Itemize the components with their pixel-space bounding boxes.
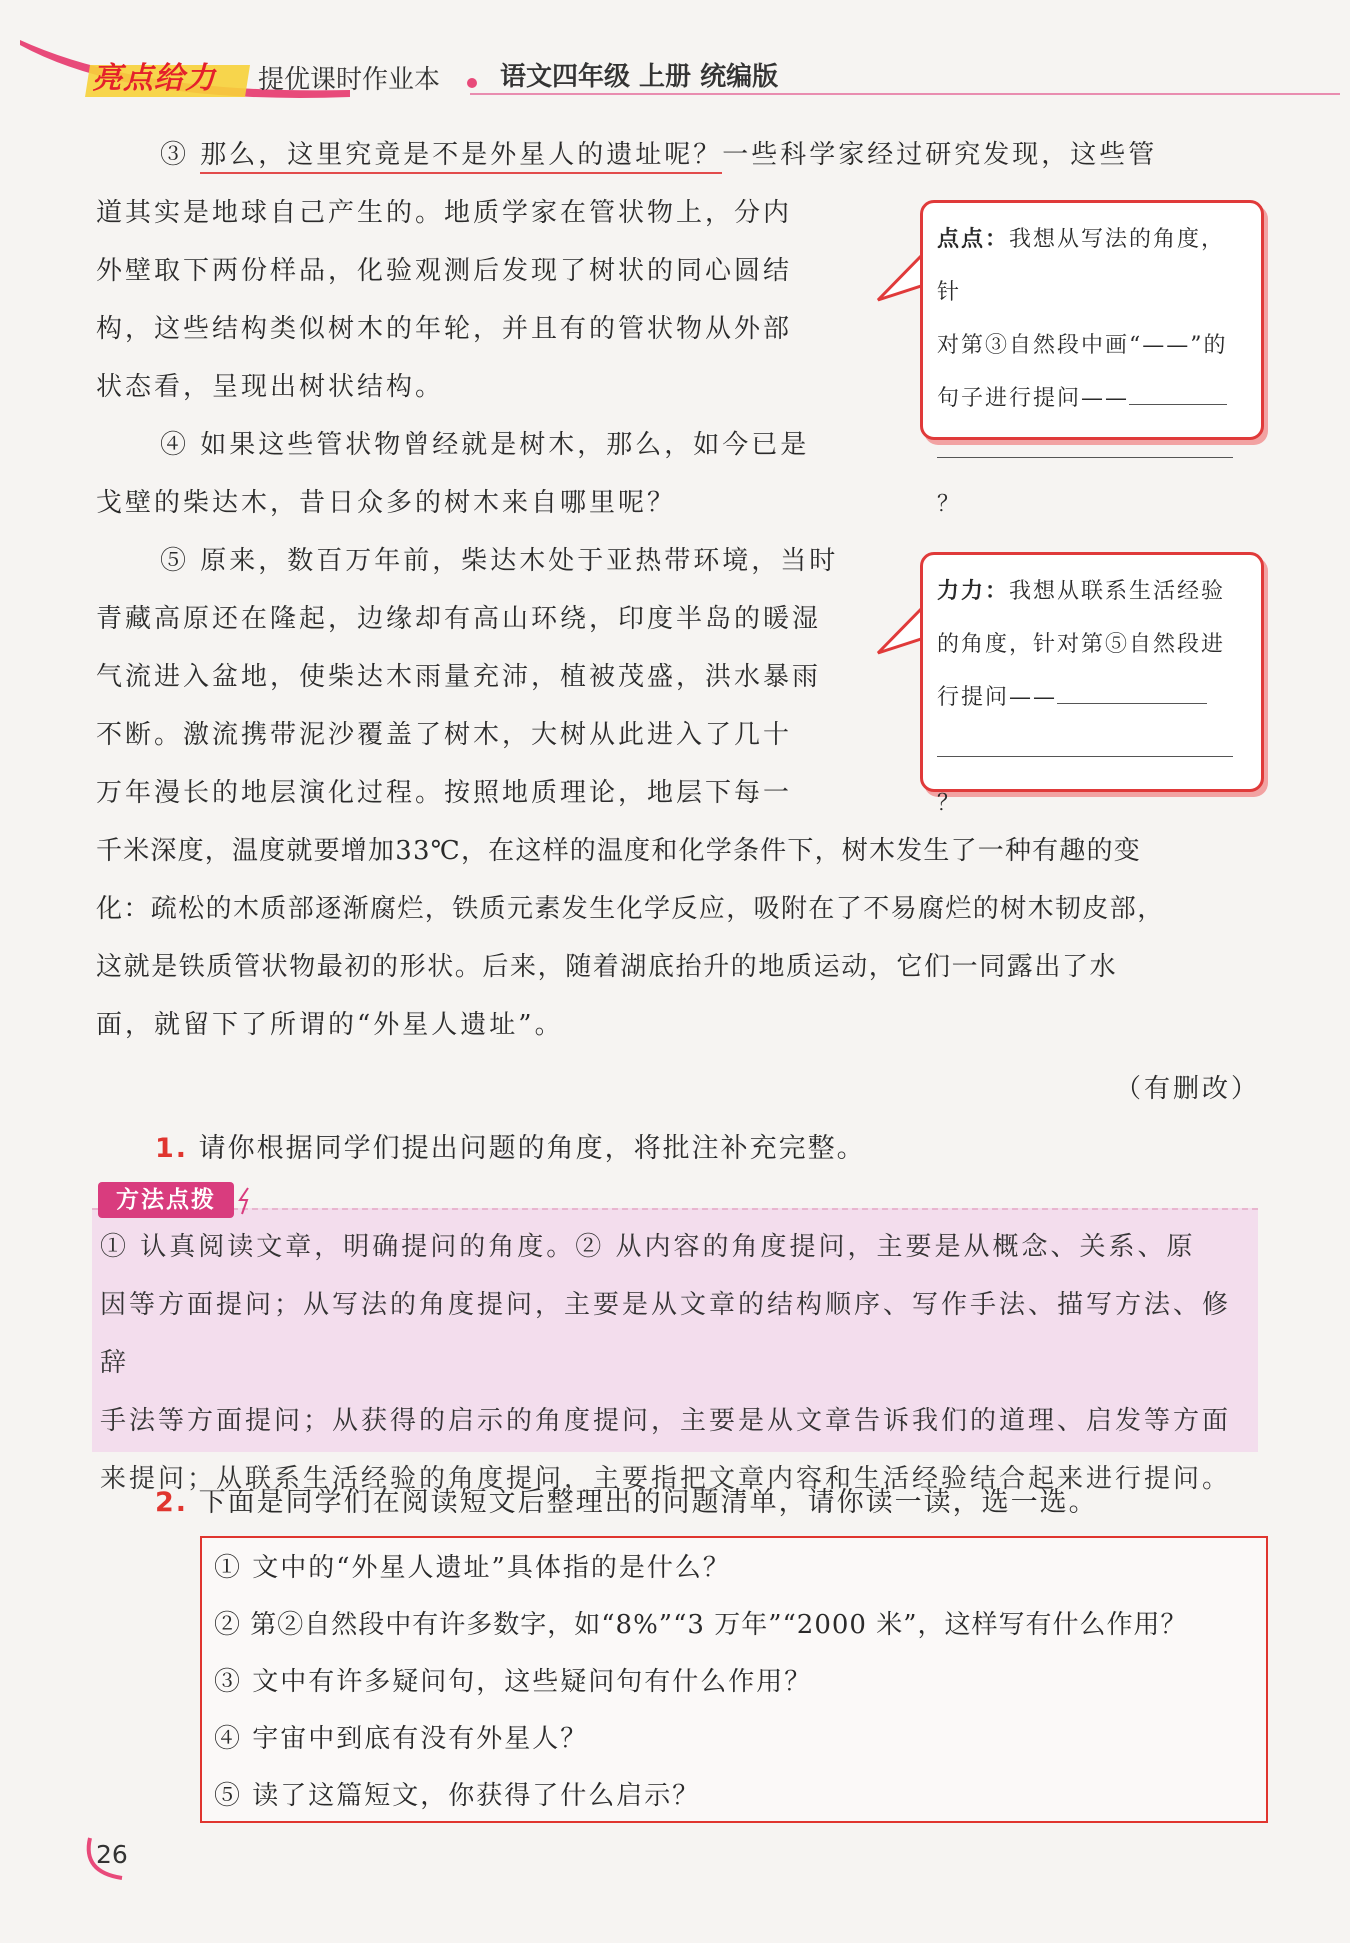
- list-item: ① 文中的“外星人遗址”具体指的是什么？: [214, 1553, 731, 1583]
- p5-line3: 气流进入盆地，使柴达木雨量充沛，植被茂盛，洪水暴雨: [96, 662, 822, 692]
- p5-line9: 面，就留下了所谓的“外星人遗址”。: [96, 1010, 564, 1040]
- p5-line4: 不断。激流携带泥沙覆盖了树木，大树从此进入了几十: [96, 720, 793, 750]
- p5-line8: 这就是铁质管状物最初的形状。后来，随着湖底抬升的地质运动，它们一同露出了水: [96, 952, 1118, 982]
- question-1: [155, 1126, 866, 1165]
- callout-li-name: 力力：: [937, 579, 1010, 604]
- page-number: 26: [96, 1840, 128, 1869]
- method-tip-label: 方法点拨: [98, 1182, 234, 1218]
- p3-rest: 一些科学家经过研究发现，这些管: [722, 140, 1158, 170]
- p5-line5: 万年漫长的地层演化过程。按照地质理论，地层下每一: [96, 778, 793, 808]
- p5-line1: ⑤ 原来，数百万年前，柴达木处于亚热带环境，当时: [160, 546, 839, 576]
- p3-line1: [160, 126, 1157, 184]
- callout-dian-answer-blank-1[interactable]: [1129, 404, 1227, 405]
- question-2-text: 下面是同学们在阅读短文后整理出的问题清单，请你读一读，选一选。: [198, 1487, 1098, 1518]
- p5-line2: 青藏高原还在隆起，边缘却有高山环绕，印度半岛的暖湿: [96, 604, 822, 634]
- series-title: 提优课时作业本: [258, 65, 441, 95]
- question-1-text: 请你根据同学们提出问题的角度，将批注补充完整。: [198, 1133, 866, 1164]
- p4-line2: 戈壁的柴达木，昔日众多的树木来自哪里呢？: [96, 488, 677, 518]
- callout-li-line2: 的角度，针对第⑤自然段进: [937, 632, 1226, 657]
- page-header: [0, 35, 1350, 105]
- tip-line4: 来提问；从联系生活经验的角度提问，主要指把文章内容和生活经验结合起来进行提问。: [100, 1464, 1232, 1494]
- question-list-box: [200, 1536, 1268, 1823]
- callout-li-end: ？: [937, 791, 962, 816]
- callout-li-line1: 我想从联系生活经验: [1009, 579, 1226, 604]
- question-2: [155, 1480, 1098, 1519]
- callout-dian-answer-blank-2[interactable]: [937, 457, 1233, 458]
- brand-title: 亮点给力: [92, 61, 216, 96]
- tip-line1: ① 认真阅读文章，明确提问的角度。② 从内容的角度提问，主要是从概念、关系、原: [100, 1232, 1196, 1262]
- question-2-number: 2.: [155, 1487, 189, 1518]
- p3-line3: 外壁取下两份样品，化验观测后发现了树状的同心圆结: [96, 256, 793, 286]
- header-dot: [467, 78, 477, 88]
- callout-li-answer-blank-1[interactable]: [1057, 703, 1207, 704]
- p3-line4: 构，这些结构类似树木的年轮，并且有的管状物从外部: [96, 314, 793, 344]
- p3-line5: 状态看，呈现出树状结构。: [96, 372, 445, 402]
- list-item: ③ 文中有许多疑问句，这些疑问句有什么作用？: [214, 1667, 813, 1697]
- callout-dian-tail: [876, 245, 924, 305]
- callout-li-tail: [876, 598, 924, 658]
- callout-dian-name: 点点：: [937, 227, 1010, 252]
- callout-li-answer-blank-2[interactable]: [937, 756, 1233, 757]
- list-item: ⑤ 读了这篇短文，你获得了什么启示？: [214, 1781, 701, 1811]
- question-1-number: 1.: [155, 1133, 189, 1164]
- callout-dian-line3: 句子进行提问——: [937, 386, 1130, 411]
- method-tip-box: [92, 1208, 1258, 1494]
- callout-li: [920, 552, 1264, 816]
- callout-dian-end: ？: [937, 492, 962, 517]
- list-item: ② 第②自然段中有许多数字，如“8%”“3 万年”“2000 米”，这样写有什么作用？: [214, 1610, 1188, 1640]
- p3-number: ③: [160, 140, 190, 170]
- callout-dian-line2: 对第③自然段中画“——”的: [937, 333, 1228, 358]
- tip-line2: 因等方面提问；从写法的角度提问，主要是从文章的结构顺序、写作手法、描写方法、修辞: [100, 1290, 1232, 1378]
- tip-line3: 手法等方面提问；从获得的启示的角度提问，主要是从文章告诉我们的道理、启发等方面: [100, 1406, 1232, 1436]
- callout-li-line3: 行提问——: [937, 685, 1058, 710]
- p5-line7: 化：疏松的木质部逐渐腐烂，铁质元素发生化学反应，吸附在了不易腐烂的树木韧皮部，: [96, 894, 1165, 924]
- source-note: （有删改）: [1114, 1074, 1260, 1104]
- subject-title: 语文四年级 上册 统编版: [500, 62, 779, 92]
- p5-line6: 千米深度，温度就要增加33℃，在这样的温度和化学条件下，树木发生了一种有趣的变: [96, 836, 1141, 866]
- p3-underlined-sentence: 那么，这里究竟是不是外星人的遗址呢？: [200, 140, 722, 174]
- p4-line1: ④ 如果这些管状物曾经就是树木，那么，如今已是: [160, 430, 810, 460]
- p3-line2: 道其实是地球自己产生的。地质学家在管状物上，分内: [96, 198, 793, 228]
- header-divider: [470, 93, 1340, 95]
- list-item: ④ 宇宙中到底有没有外星人？: [214, 1724, 589, 1754]
- tip-lightning-icon: [236, 1186, 256, 1216]
- callout-dian-line1: 我想从写法的角度，针: [937, 227, 1226, 305]
- callout-dian: [920, 200, 1264, 517]
